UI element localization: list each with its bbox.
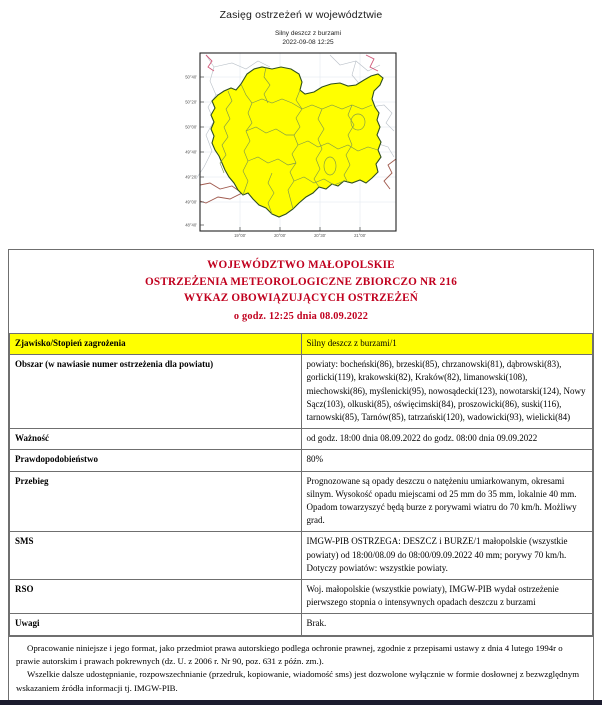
- row-value: Silny deszcz z burzami/1: [301, 334, 593, 355]
- row-label: SMS: [10, 532, 302, 580]
- row-value: od godz. 18:00 dnia 08.09.2022 do godz. 08:00 dnia 09.09.2022: [301, 429, 593, 450]
- row-label: Obszar (w nawiasie numer ostrzeżenia dla powiatu): [10, 355, 302, 429]
- table-row: [10, 532, 593, 580]
- row-value: powiaty: bocheński(86), brzeski(85), chrzanowski(81), dąbrowski(83), gorlicki(119), krakowski(82), Kraków(82), limanowski(108), miechowski(86), myślenicki(95), nowosądecki(123), nowotarski(124), Nowy Sącz(103), olkuski(85), oświęcimski(84), proszowicki(86), suski(116), tarnowski(85), Tarnów(85), tatrzański(120), wadowicki(93), wielicki(84): [301, 355, 593, 429]
- bulletin-title-line-1: WOJEWÓDZTWO MAŁOPOLSKIE: [207, 259, 395, 271]
- y-tick-5: 49°00': [185, 199, 197, 205]
- bottom-bar: [0, 700, 602, 705]
- row-label: Uwagi: [10, 614, 302, 635]
- table-row: [10, 471, 593, 532]
- map-block: [0, 30, 602, 239]
- y-tick-1: 50°20': [185, 99, 197, 105]
- map-caption-title: Silny deszcz z burzami: [274, 30, 342, 37]
- row-label: Przebieg: [10, 471, 302, 532]
- table-row: [10, 355, 593, 429]
- x-tick-0: 19°00': [234, 233, 246, 238]
- row-label: Prawdopodobieństwo: [10, 450, 302, 471]
- footer-paragraph-1: Opracowanie niniejsze i jego format, jako przedmiot prawa autorskiego podlega ochronie prawnej, zgodnie z przepisami ustawy z dnia 4 lutego 1994r o prawie autorskim i prawach pokrewnych (dz. U. z 2006 r. Nr 90, poz. 631 z późn. zm.).: [16, 642, 563, 667]
- row-label: Ważność: [10, 429, 302, 450]
- bulletin-title-row: [10, 250, 593, 334]
- page-title: Zasięg ostrzeżeń w województwie: [219, 9, 383, 21]
- row-value: Brak.: [301, 614, 593, 635]
- bulletin-title-cell: [10, 250, 593, 334]
- y-tick-2: 50°00': [185, 124, 197, 130]
- copyright-footer: [9, 636, 593, 703]
- bulletin-title-subline: o godz. 12:25 dnia 08.09.2022: [233, 310, 369, 322]
- table-row: [10, 450, 593, 471]
- y-tick-4: 49°20': [185, 174, 197, 180]
- map-figure: [0, 47, 602, 239]
- row-value: Prognozowane są opady deszczu o natężeniu umiarkowanym, okresami silnym. Wysokość opadu miejscami od 25 mm do 35 mm, lokalnie 40 mm. Opadom towarzyszyć będą burze z porywami wiatru do 70 km/h. Możliwy grad.: [301, 471, 593, 532]
- map-caption: [14, 30, 602, 47]
- row-value: 80%: [301, 450, 593, 471]
- y-tick-0: 50°40': [185, 74, 197, 80]
- row-label: Zjawisko/Stopień zagrożenia: [10, 334, 302, 355]
- warning-table-body: [10, 250, 593, 635]
- bulletin-title-line-3: WYKAZ OBOWIĄZUJĄCYCH OSTRZEŻEŃ: [183, 292, 419, 304]
- table-row: [10, 429, 593, 450]
- x-tick-3: 21°00': [354, 233, 366, 238]
- x-tick-1: 20°00': [274, 233, 286, 238]
- table-row: [10, 614, 593, 635]
- row-value: IMGW-PIB OSTRZEGA: DESZCZ i BURZE/1 małopolskie (wszystkie powiaty) od 18:00/08.09 do 08:00/09.09.2022 40 mm; porywy 70 km/h. Dotyczy powiatów: wszystkie powiaty.: [301, 532, 593, 580]
- map-caption-timestamp: 2022-09-08 12:25: [282, 38, 334, 46]
- table-row: [10, 334, 593, 355]
- voivodeship-warning-map: [0, 47, 602, 239]
- bulletin-title-line-2: OSTRZEŻENIA METEOROLOGICZNE ZBIORCZO NR 216: [145, 275, 457, 288]
- y-tick-6: 48°40': [185, 222, 197, 228]
- x-tick-2: 20°30': [314, 233, 326, 238]
- y-tick-3: 49°40': [185, 149, 197, 155]
- footer-paragraph-2: Wszelkie dalsze udostępnianie, rozpowszechnianie (przedruk, kopiowanie, wiadomość sms) jest dozwolone wyłącznie w formie dosłownej z bezwzględnym wskazaniem źródła informacji tj. IMGW-PIB.: [16, 669, 580, 693]
- warning-bulletin: [8, 249, 594, 703]
- table-row: [10, 580, 593, 614]
- warning-table: [9, 250, 593, 636]
- row-label: RSO: [10, 580, 302, 614]
- row-value: Woj. małopolskie (wszystkie powiaty), IMGW-PIB wydał ostrzeżenie pierwszego stopnia o intensywnych opadach deszczu z burzami: [301, 580, 593, 614]
